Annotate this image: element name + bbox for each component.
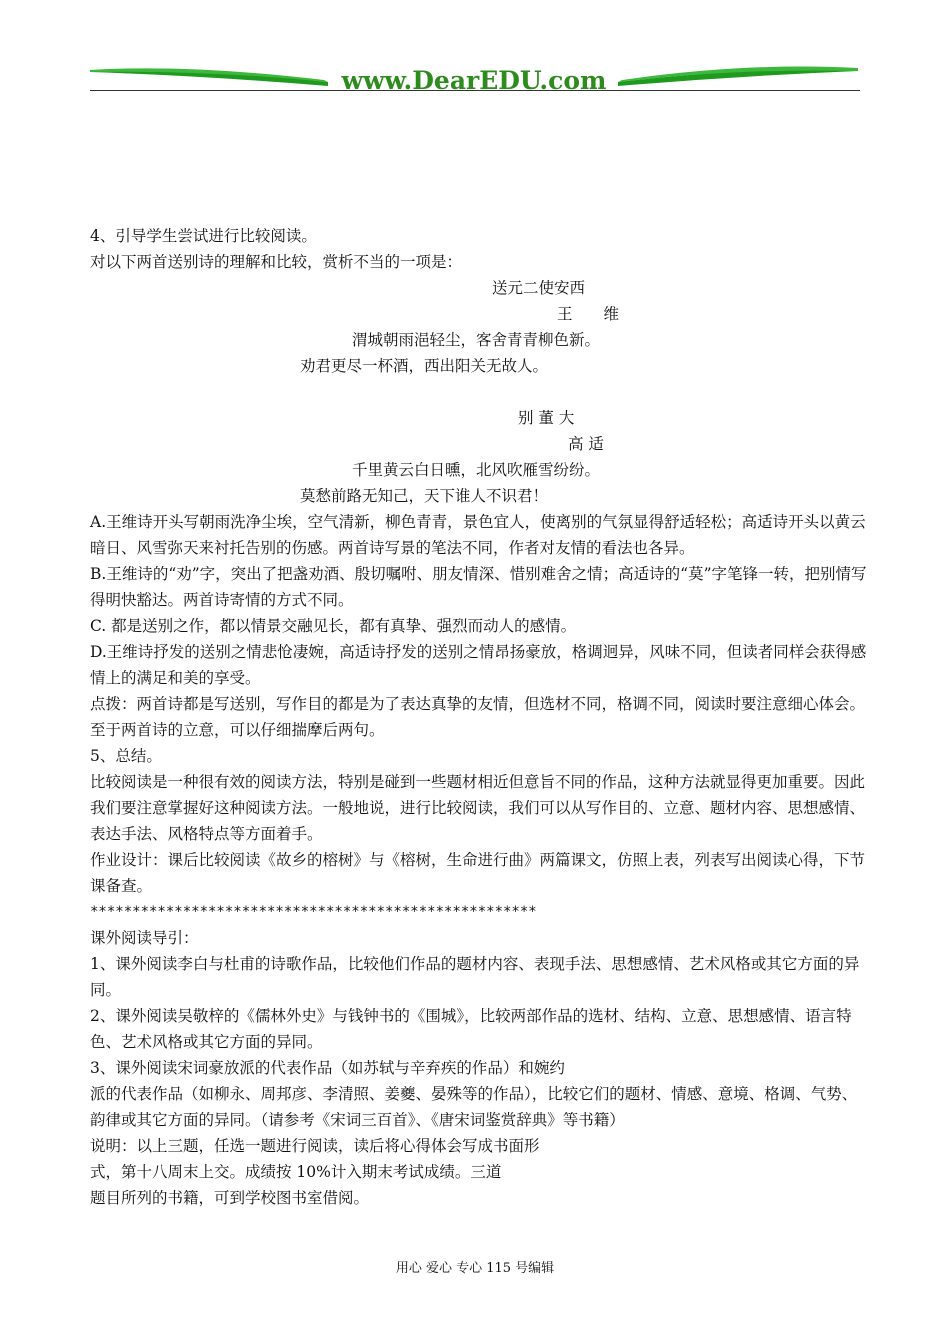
extra-reading-heading: 课外阅读导引： — [90, 929, 199, 947]
option-c: C. 都是送别之作，都以情景交融见长，都有真挚、强烈而动人的感情。 — [90, 617, 577, 635]
extra-item-2: 2、课外阅读吴敬梓的《儒林外史》与钱钟书的《围城》，比较两部作品的选材、结构、立意、思想感情、语言特色、艺术风格或其它方面的异同。 — [90, 1007, 852, 1051]
logo-text: www.DearEDU.com — [341, 66, 607, 95]
page-footer: 用心 爱心 专心 115 号编辑 — [395, 1261, 555, 1276]
poem2-title: 别 董 大 — [518, 409, 575, 427]
poem1-title: 送元二使安西 — [492, 279, 586, 297]
summary-text: 比较阅读是一种很有效的阅读方法，特别是碰到一些题材相近但意旨不同的作品，这种方法就显得更加重要。因此我们要注意掌握好这种阅读方法。一般地说，进行比较阅读，我们可以从写作目的、立意、题材内容、思想感情、表达手法、风格特点等方面着手。 — [90, 773, 866, 843]
header-rule — [90, 90, 860, 91]
homework-text: 作业设计：课后比较阅读《故乡的榕树》与《榕树，生命进行曲》两篇课文，仿照上表，列表写出阅读心得，下节课备查。 — [90, 851, 866, 895]
spacer — [90, 379, 870, 405]
star-divider: ***************************************************** — [90, 904, 537, 920]
note-line3: 题目所列的书籍，可到学校图书室借阅。 — [90, 1189, 370, 1207]
poem2-author: 高 适 — [568, 435, 604, 453]
poem2-line2: 莫愁前路无知己，天下谁人不识君！ — [300, 487, 549, 505]
option-d: D.王维诗抒发的送别之情悲怆凄婉，高适诗抒发的送别之情昂扬豪放，格调迥异，风味不同，但读者同样会获得感情上的满足和美的享受。 — [90, 643, 867, 687]
extra-item-3-line2: 派的代表作品（如柳永、周邦彦、李清照、姜夔、晏殊等的作品），比较它们的题材、情感、意境、格调、气势、韵律或其它方面的异同。（请参考《宋词三百首》、《唐宋词鉴赏辞典》等书籍） — [90, 1085, 858, 1129]
extra-item-1: 1、课外阅读李白与杜甫的诗歌作品，比较他们作品的题材内容、表现手法、思想感情、艺术风格或其它方面的异同。 — [90, 955, 860, 999]
poem1-line2: 劝君更尽一杯酒，西出阳关无故人。 — [300, 357, 549, 375]
option-b: B.王维诗的“劝”字，突出了把盏劝酒、殷切嘱咐、朋友情深、惜别难舍之情；高适诗的“莫”字笔锋一转，把别情写得明快豁达。两首诗寄情的方式不同。 — [90, 565, 867, 609]
option-a: A.王维诗开头写朝雨洗净尘埃，空气清新，柳色青青，景色宜人，使离别的气氛显得舒适轻松；高适诗开头以黄云暗日、风雪弥天来衬托告别的伤感。两首诗写景的笔法不同，作者对友情的看法也各异。 — [90, 513, 866, 557]
poem1-line1: 渭城朝雨浥轻尘，客舍青青柳色新。 — [352, 331, 601, 349]
poem1-author: 王 维 — [557, 305, 620, 323]
poem2-line1: 千里黄云白日曛，北风吹雁雪纷纷。 — [352, 461, 601, 479]
extra-item-3-line1: 3、课外阅读宋词豪放派的代表作品（如苏轼与辛弃疾的作品）和婉约 — [90, 1059, 565, 1077]
note-line2: 式，第十八周末上交。成绩按 10%计入期末考试成绩。三道 — [90, 1163, 502, 1181]
section5-heading: 5、总结。 — [90, 747, 162, 765]
hint-text: 点拨：两首诗都是写送别，写作目的都是为了表达真挚的友情，但选材不同，格调不同，阅读时要注意细心体会。至于两首诗的立意，可以仔细揣摩后两句。 — [90, 695, 866, 739]
section4-heading: 4、引导学生尝试进行比较阅读。 — [90, 227, 317, 245]
question-text: 对以下两首送别诗的理解和比较，赏析不当的一项是： — [90, 253, 463, 271]
document-body — [90, 223, 870, 1211]
note-line1: 说明：以上三题，任选一题进行阅读，读后将心得体会写成书面形 — [90, 1137, 540, 1155]
